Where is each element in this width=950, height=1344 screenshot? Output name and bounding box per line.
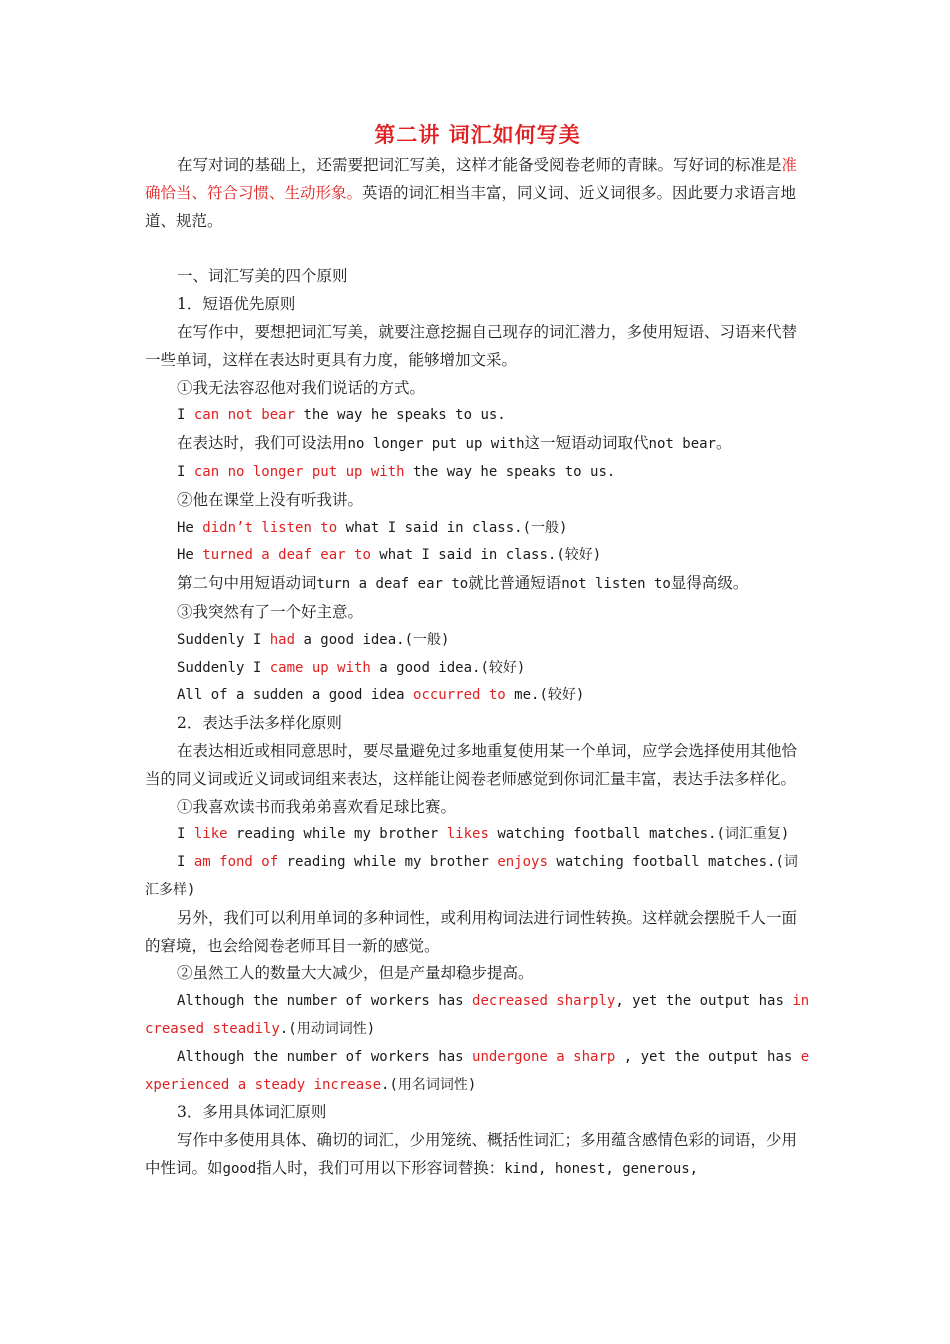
principle-3-heading: 3．多用具体词汇原则 (177, 1103, 327, 1122)
example-cn: ②他在课堂上没有听我讲。 (177, 490, 364, 509)
principle-2-heading: 2．表达手法多样化原则 (177, 714, 342, 733)
principle-2-desc-2: 另外，我们可以利用单词的多种词性，或利用构词法进行词性转换。这样就会摆脱千人一面的窘境，也会给阅卷老师耳目一新的感觉。 (145, 908, 798, 955)
example-sentence: He turned a deaf ear to what I said in class.(较好) (177, 547, 602, 564)
page-title: 第二讲 词汇如何写美 (374, 122, 581, 147)
example-sentence: Although the number of workers has undergone a sharp , yet the output has experienced a steady increase.(用名词词性) (145, 1048, 810, 1093)
example-note: 在表达时，我们可设法用no longer put up with这一短语动词取代not bear。 (177, 434, 732, 453)
example-sentence: I like reading while my brother likes watching football matches.(词汇重复) (177, 826, 790, 843)
example-note: 第二句中用短语动词turn a deaf ear to就比普通短语not listen to显得高级。 (177, 574, 749, 593)
example-sentence: I can no longer put up with the way he speaks to us. (177, 463, 616, 480)
intro-text: 在写对词的基础上，还需要把词汇写美，这样才能备受阅卷老师的青睐。写好词的标准是 (177, 156, 782, 174)
intro-highlight: 准确恰当、符合习惯、生动形象。 (145, 156, 798, 202)
section-heading: 一、词汇写美的四个原则 (177, 267, 348, 286)
principle-1-desc: 在写作中，要想把词汇写美，就要注意挖掘自己现存的词汇潜力，多使用短语、习语来代替一些单词，这样在表达时更具有力度，能够增加文采。 (145, 322, 798, 369)
example-sentence: I am fond of reading while my brother enjoys watching football matches.(词汇多样) (145, 854, 798, 898)
spacer (145, 235, 810, 263)
example-sentence: Suddenly I came up with a good idea.(较好) (177, 659, 526, 676)
example-cn: ①我喜欢读书而我弟弟喜欢看足球比赛。 (177, 797, 457, 816)
example-cn: ②虽然工人的数量大大减少，但是产量却稳步提高。 (177, 964, 534, 983)
intro-paragraph (145, 152, 810, 235)
intro-text-2: 英语的词汇相当丰富，同义词、近义词很多。因此要力求语言地道、规范。 (145, 183, 797, 230)
example-sentence: Suddenly I had a good idea.(一般) (177, 631, 450, 648)
example-sentence: All of a sudden a good idea occurred to me.(较好) (177, 687, 585, 704)
example-cn: ①我无法容忍他对我们说话的方式。 (177, 378, 426, 397)
example-sentence: He didn’t listen to what I said in class.(一般) (177, 519, 568, 536)
principle-1-heading: 1．短语优先原则 (177, 295, 296, 314)
example-cn: ③我突然有了一个好主意。 (177, 602, 364, 621)
principle-3-desc: 写作中多使用具体、确切的词汇，少用笼统、概括性词汇；多用蕴含感情色彩的词语，少用中性词。如good指人时，我们可用以下形容词替换：kind, honest, generous, (145, 1131, 798, 1177)
document-page (145, 118, 810, 1184)
principle-2-desc: 在表达相近或相同意思时，要尽量避免过多地重复使用某一个单词，应学会选择使用其他恰当的同义词或近义词或词组来表达，这样能让阅卷老师感觉到你词汇量丰富，表达手法多样化。 (145, 741, 798, 788)
example-sentence: Although the number of workers has decreased sharply, yet the output has increased steadily.(用动词词性) (145, 993, 810, 1037)
example-sentence: I can not bear the way he speaks to us. (177, 407, 506, 424)
